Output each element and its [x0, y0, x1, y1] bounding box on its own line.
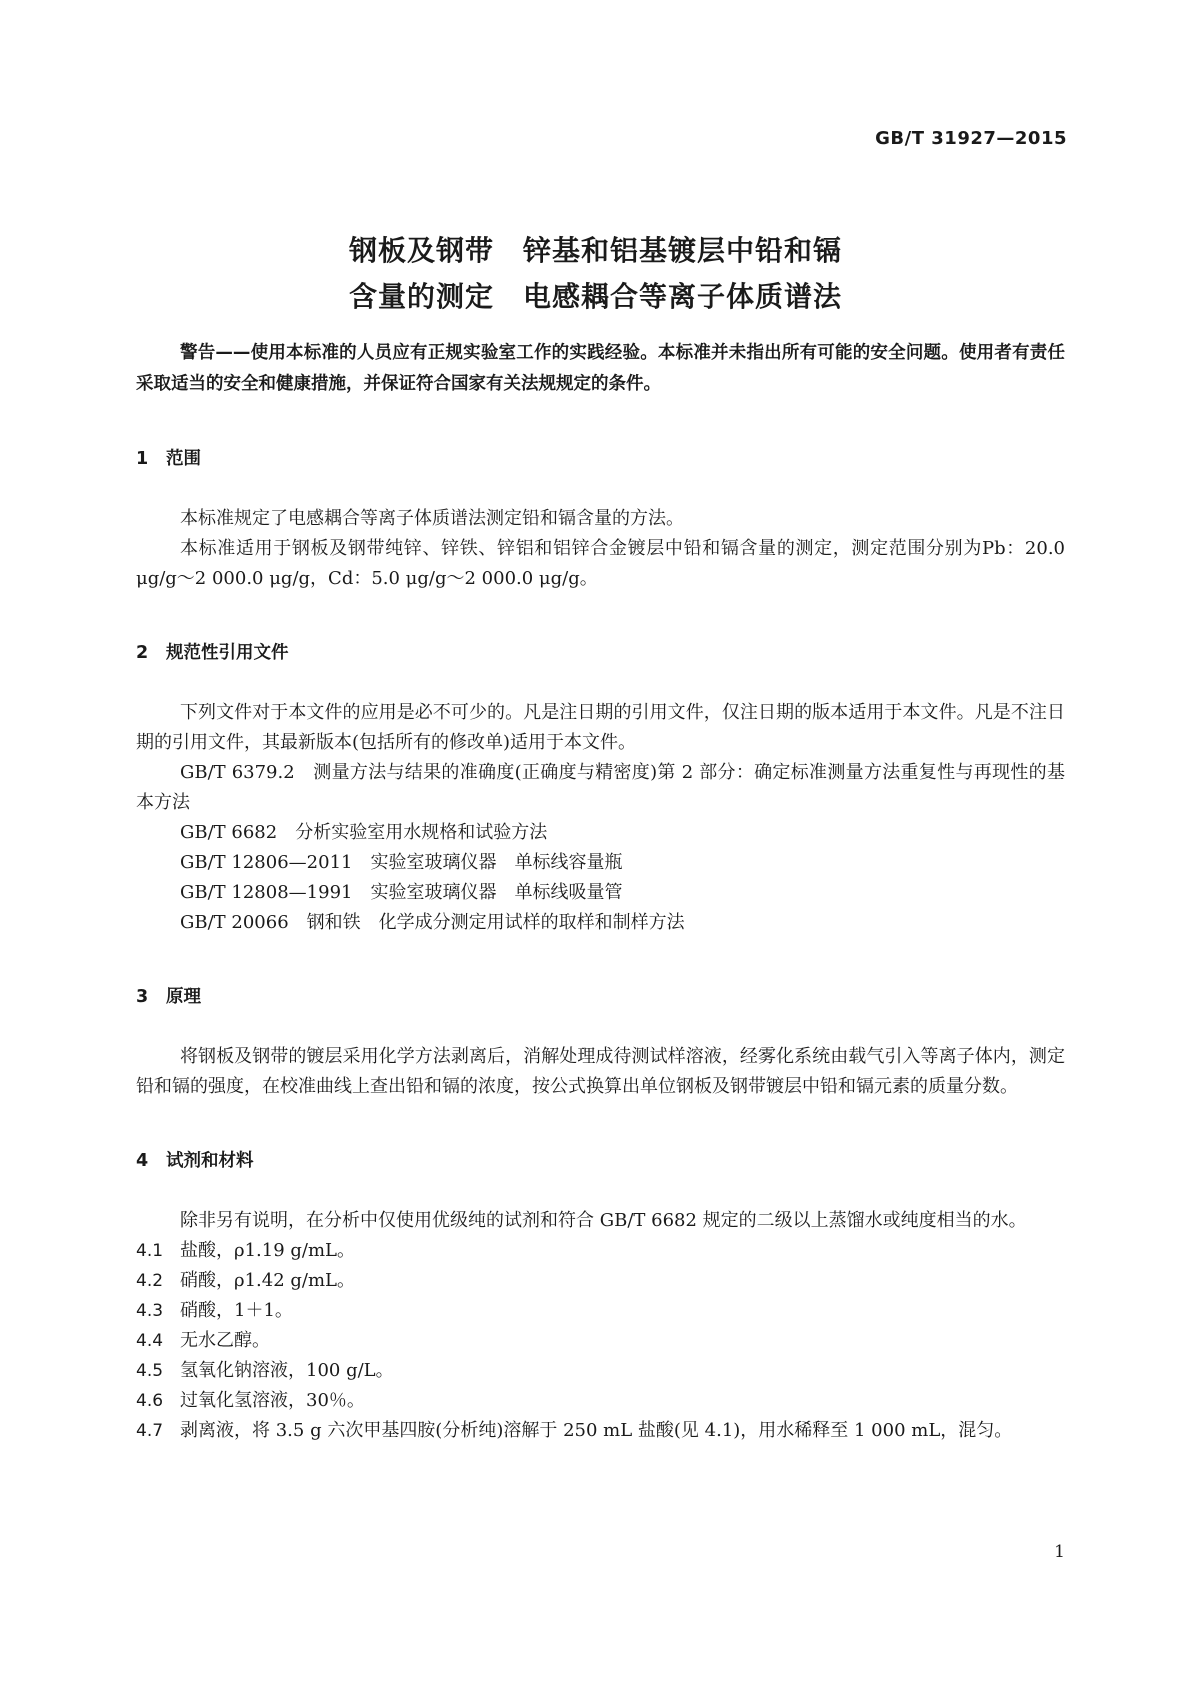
item-text: 硝酸，ρ1.42 g/mL。 — [180, 1270, 355, 1291]
section-heading-scope — [136, 444, 1065, 474]
list-item — [136, 1416, 1065, 1446]
section-number: 2 — [136, 643, 149, 663]
item-number: 4.1 — [136, 1241, 164, 1261]
section-title: 范围 — [166, 449, 201, 469]
list-item — [136, 1296, 1065, 1326]
paragraph: 本标准规定了电感耦合等离子体质谱法测定铅和镉含量的方法。 — [180, 508, 684, 529]
list-item — [136, 1266, 1065, 1296]
title-line-1: 钢板及钢带 锌基和铝基镀层中铅和镉 — [348, 234, 842, 267]
paragraph: 本标准适用于钢板及钢带纯锌、锌铁、锌铝和铝锌合金镀层中铅和镉含量的测定，测定范围分别为Pb：20.0 μg/g～2 000.0 μg/g，Cd：5.0 μg/g～2 000.0 μg/g。 — [136, 538, 1065, 589]
item-number: 4.2 — [136, 1271, 164, 1291]
reference-entry: GB/T 12808—1991 实验室玻璃仪器 单标线吸量管 — [180, 882, 623, 903]
item-text: 氢氧化钠溶液，100 g/L。 — [180, 1360, 394, 1381]
reference-entry: GB/T 12806—2011 实验室玻璃仪器 单标线容量瓶 — [180, 852, 623, 873]
paragraph: 下列文件对于本文件的应用是必不可少的。凡是注日期的引用文件，仅注日期的版本适用于本文件。凡是不注日期的引用文件，其最新版本(包括所有的修改单)适用于本文件。 — [136, 702, 1065, 753]
item-number: 4.3 — [136, 1301, 164, 1321]
section-heading-principle — [136, 982, 1065, 1012]
standard-number: GB/T 31927—2015 — [875, 128, 1067, 149]
section-number: 4 — [136, 1151, 149, 1171]
item-number: 4.5 — [136, 1361, 164, 1381]
item-number: 4.4 — [136, 1331, 164, 1351]
list-item — [136, 1326, 1065, 1356]
item-text: 盐酸，ρ1.19 g/mL。 — [180, 1240, 355, 1261]
list-item — [136, 1236, 1065, 1266]
reference-entry: GB/T 6682 分析实验室用水规格和试验方法 — [180, 822, 548, 843]
reference-entry: GB/T 6379.2 测量方法与结果的准确度(正确度与精密度)第 2 部分：确定标准测量方法重复性与再现性的基本方法 — [136, 762, 1065, 813]
item-text: 硝酸，1＋1。 — [180, 1300, 293, 1321]
section-title: 原理 — [166, 987, 201, 1007]
document-title — [0, 228, 1191, 320]
page-number: 1 — [1054, 1542, 1065, 1562]
list-item — [136, 1356, 1065, 1386]
title-line-2: 含量的测定 电感耦合等离子体质谱法 — [348, 280, 842, 313]
section-number: 3 — [136, 987, 149, 1007]
section-number: 1 — [136, 449, 149, 469]
warning-text: 警告——使用本标准的人员应有正规实验室工作的实践经验。本标准并未指出所有可能的安全问题。使用者有责任采取适当的安全和健康措施，并保证符合国家有关法规规定的条件。 — [136, 343, 1065, 394]
section-title: 试剂和材料 — [166, 1151, 254, 1171]
section-heading-normative-references — [136, 638, 1065, 668]
section-title: 规范性引用文件 — [166, 643, 289, 663]
list-item — [136, 1386, 1065, 1416]
paragraph: 将钢板及钢带的镀层采用化学方法剥离后，消解处理成待测试样溶液，经雾化系统由载气引入等离子体内，测定铅和镉的强度，在校准曲线上查出铅和镉的浓度，按公式换算出单位钢板及钢带镀层中铅和镉元素的质量分数。 — [136, 1046, 1065, 1097]
item-text: 剥离液，将 3.5 g 六次甲基四胺(分析纯)溶解于 250 mL 盐酸(见 4.1)，用水稀释至 1 000 mL，混匀。 — [180, 1420, 1013, 1441]
item-text: 无水乙醇。 — [180, 1330, 270, 1351]
section-heading-reagents — [136, 1146, 1065, 1176]
item-number: 4.6 — [136, 1391, 164, 1411]
document-body — [136, 338, 1065, 1446]
item-text: 过氧化氢溶液，30％。 — [180, 1390, 365, 1411]
paragraph: 除非另有说明，在分析中仅使用优级纯的试剂和符合 GB/T 6682 规定的二级以上蒸馏水或纯度相当的水。 — [180, 1210, 1027, 1231]
reference-entry: GB/T 20066 钢和铁 化学成分测定用试样的取样和制样方法 — [180, 912, 685, 933]
item-number: 4.7 — [136, 1421, 164, 1441]
